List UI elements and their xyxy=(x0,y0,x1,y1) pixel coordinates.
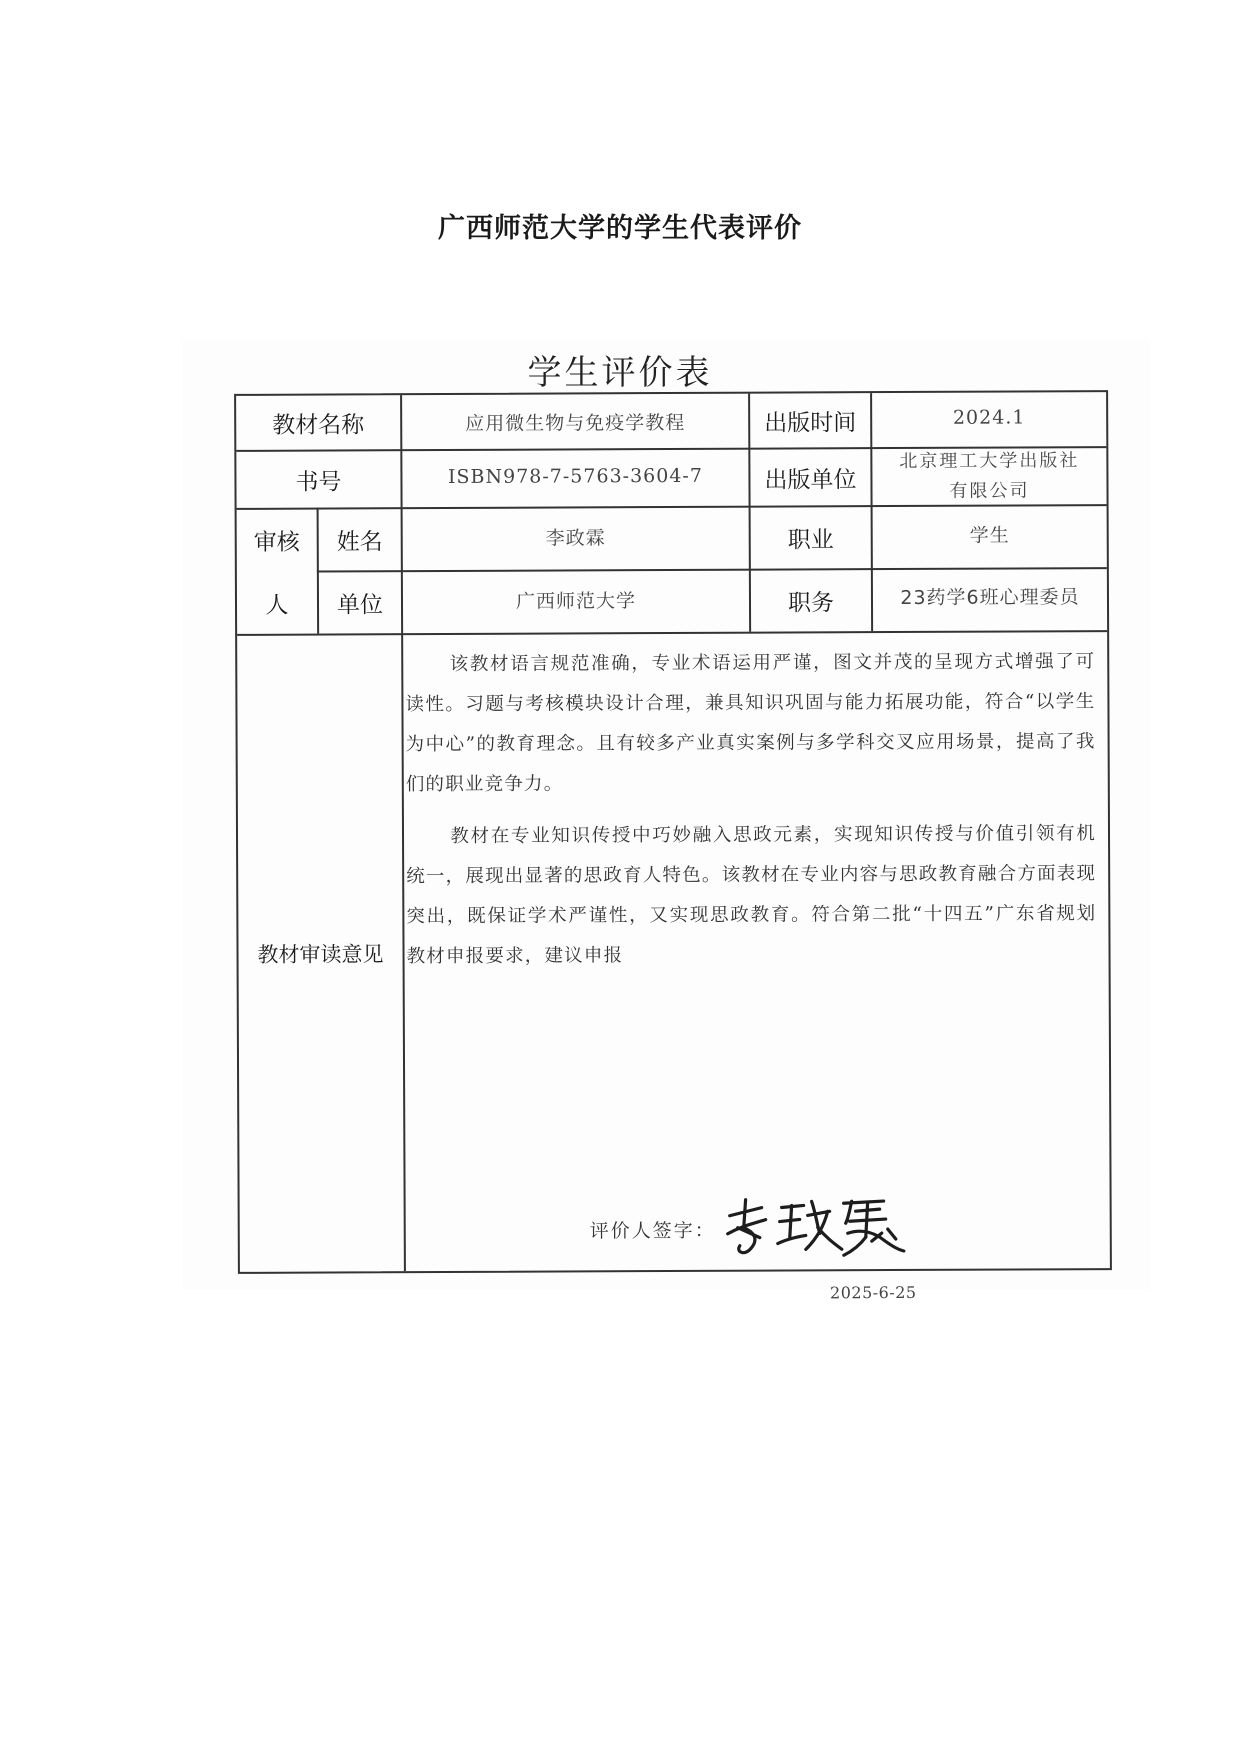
value-unit: 广西师范大学 xyxy=(515,590,637,613)
value-occupation: 学生 xyxy=(969,524,1010,547)
label-name: 姓名 xyxy=(336,529,383,556)
label-unit: 单位 xyxy=(336,592,384,619)
value-isbn: ISBN978-7-5763-3604-7 xyxy=(447,464,703,488)
label-occupation: 职业 xyxy=(787,527,834,554)
value-publish-time: 2024.1 xyxy=(952,406,1026,429)
label-publish-time: 出版时间 xyxy=(764,409,857,437)
signature-date: 2025-6-25 xyxy=(829,1282,917,1303)
opinion-paragraph: 教材在专业知识传授中巧妙融入思政元素，实现知识传授与价值引领有机统一，展现出显著的思政育人特色。该教材在专业内容与思政教育融合方面表现突出，既保证学术严谨性，又实现思政教育。符合第二批“十四五”广东省规划教材申报要求，建议申报 xyxy=(406,823,1097,968)
label-textbook-name: 教材名称 xyxy=(272,411,365,439)
handwritten-signature xyxy=(720,1193,910,1264)
form-title: 学生评价表 xyxy=(527,353,713,393)
opinion-paragraph: 该教材语言规范准确，专业术语运用严谨，图文并茂的呈现方式增强了可读性。习题与考核模块设计合理，兼具知识巩固与能力拓展功能，符合“以学生为中心”的教育理念。且有较多产业真实案例与多学科交叉应用场景，提高了我们的职业竞争力。 xyxy=(405,651,1096,796)
label-position: 职务 xyxy=(787,590,835,617)
value-publisher xyxy=(872,448,1106,505)
value-publisher-line1: 北京理工大学出版社 xyxy=(899,450,1080,473)
value-name: 李政霖 xyxy=(545,527,606,550)
value-publisher-line2: 有限公司 xyxy=(949,480,1030,502)
evaluation-table xyxy=(234,390,1112,1303)
opinion-text xyxy=(405,642,1096,989)
label-isbn: 书号 xyxy=(295,468,342,496)
label-reviewer-bottom: 人 xyxy=(265,592,289,619)
signature-label: 评价人签字： xyxy=(589,1219,716,1242)
label-publisher: 出版单位 xyxy=(764,466,857,494)
value-textbook-name: 应用微生物与免疫学教程 xyxy=(465,411,686,435)
label-reviewer-top: 审核 xyxy=(253,529,300,556)
document-heading: 广西师范大学的学生代表评价 xyxy=(438,213,802,244)
value-position: 23药学6班心理委员 xyxy=(900,585,1080,609)
label-opinion: 教材审读意见 xyxy=(257,942,384,967)
opinion-cell xyxy=(237,632,1110,1303)
signature-row xyxy=(590,1193,910,1264)
